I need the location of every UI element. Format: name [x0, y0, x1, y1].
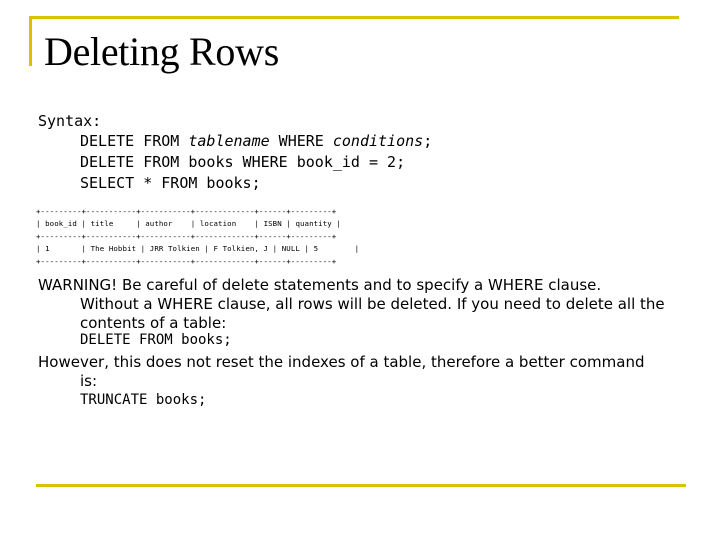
- cell-book-id: 1: [45, 244, 50, 253]
- slide-title: Deleting Rows: [44, 29, 279, 74]
- table-border-bottom: +---------+-----------+-----------+-------------+------+---------+: [36, 256, 337, 266]
- code-line-delete-syntax: [80, 131, 432, 151]
- code-line-delete-example: DELETE FROM books WHERE book_id = 2;: [80, 153, 406, 171]
- header-quantity: quantity: [295, 219, 332, 228]
- header-location: location: [199, 219, 237, 228]
- cell-author: JRR Tolkien: [149, 244, 200, 253]
- header-isbn: ISBN: [263, 219, 282, 228]
- result-table: [36, 193, 359, 281]
- truncate-command: TRUNCATE books;: [80, 392, 207, 408]
- however-first-line: However, this does not reset the indexes of a table, therefore a better command: [38, 353, 645, 371]
- code-where: WHERE: [269, 132, 333, 150]
- table-border-mid: +---------+-----------+-----------+-------------+------+---------+: [36, 231, 337, 241]
- warning-paragraph: [38, 276, 698, 333]
- delete-all-command: DELETE FROM books;: [80, 332, 232, 348]
- cell-title: The Hobbit: [90, 244, 137, 253]
- table-border-top: +---------+-----------+-----------+-------------+------+---------+: [36, 206, 337, 216]
- table-row: | 1 | The Hobbit | JRR Tolkien | F Tolkien, J | NULL | 5 |: [36, 244, 360, 253]
- syntax-label: Syntax:: [38, 112, 102, 130]
- frame-bottom-line: [36, 484, 686, 487]
- frame-left-line: [29, 16, 32, 66]
- cell-isbn: NULL: [281, 244, 300, 253]
- code-delete-from: DELETE FROM: [80, 132, 189, 150]
- however-continuation: is:: [80, 372, 98, 390]
- code-tablename: tablename: [188, 132, 270, 150]
- code-semicolon: ;: [423, 132, 433, 150]
- cell-quantity: 5: [313, 244, 319, 253]
- frame-top-line: [29, 16, 679, 19]
- header-title: title: [90, 219, 114, 228]
- code-conditions: conditions: [332, 132, 424, 150]
- code-line-select: SELECT * FROM books;: [80, 174, 261, 192]
- warning-first-line: WARNING! Be careful of delete statements and to specify a WHERE clause.: [38, 276, 602, 294]
- however-paragraph: [38, 353, 698, 391]
- warning-continuation: Without a WHERE clause, all rows will be deleted. If you need to delete all the contents of a table:: [80, 295, 665, 332]
- cell-location: F Tolkien, J: [213, 244, 269, 253]
- header-author: author: [145, 219, 173, 228]
- table-header-row: | book_id | title | author | location | ISBN | quantity |: [36, 219, 341, 228]
- header-book-id: book_id: [45, 219, 77, 228]
